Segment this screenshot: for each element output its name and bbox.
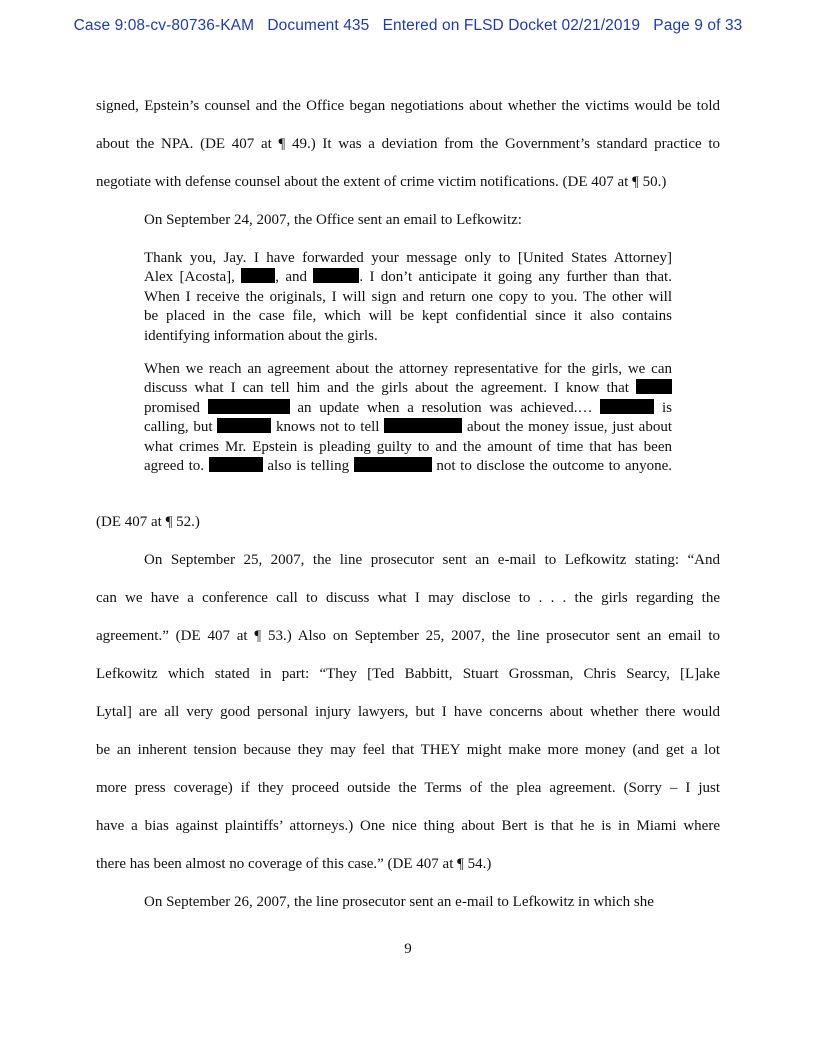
redaction-bar [217,418,271,433]
quote-text: about the money issue, just about [467,419,673,436]
quote-text: calling, but [144,419,213,436]
redaction-bar [209,457,263,472]
block-quote-1 [144,249,672,346]
redaction-bar [354,457,432,472]
quote-line: When I receive the originals, I will sign and return one copy to you. The other will [144,288,672,305]
body-line: more press coverage) if they proceed outside the Terms of the plea agreement. (Sorry – I just [96,780,720,796]
quote-line [144,418,672,437]
quote-text: . I don’t anticipate it going any further than that. [359,269,672,286]
redaction-bar [208,399,290,414]
quote-text: knows not to tell [276,419,380,436]
page-number: 9 [404,941,412,957]
body-line: On September 25, 2007, the line prosecutor sent an e-mail to Lefkowitz stating: “And [144,552,720,568]
body-line: agreement.” (DE 407 at ¶ 53.) Also on September 25, 2007, the line prosecutor sent an email to [96,628,720,644]
body-line: about the NPA. (DE 407 at ¶ 49.) It was a deviation from the Government’s standard practice to [96,136,720,152]
redaction-bar [600,399,654,414]
body-line: On September 26, 2007, the line prosecutor sent an e-mail to Lefkowitz in which she [144,894,654,910]
quote-text: an update when a resolution was achieved.… [297,399,593,416]
block-quote-2 [144,360,672,476]
quote-text: agreed to. [144,458,205,475]
quote-line: When we reach an agreement about the attorney representative for the girls, we can [144,361,672,377]
quote-line [144,457,672,476]
body-line: Lefkowitz which stated in part: “They [Ted Babbitt, Stuart Grossman, Chris Searcy, [L]ake [96,666,720,682]
quote-text: discuss what I can tell him and the girls about the agreement. I know that [144,380,629,397]
body-line: have a bias against plaintiffs’ attorneys.) One nice thing about Bert is that he is in Miami where [96,818,720,834]
body-line: On September 24, 2007, the Office sent an email to Lefkowitz: [144,212,522,228]
citation: (DE 407 at ¶ 52.) [96,514,200,530]
body-line: Lytal] are all very good personal injury lawyers, but I have concerns about whether there would [96,704,720,720]
body-line: negotiate with defense counsel about the extent of crime victim notifications. (DE 407 at ¶ 50.) [96,174,667,190]
quote-line [144,268,672,287]
quote-text: is [661,399,672,416]
quote-text: also is telling [267,458,350,475]
quote-line [144,379,672,398]
body-line: there has been almost no coverage of this case.” (DE 407 at ¶ 54.) [96,856,492,872]
redaction-bar [636,379,672,394]
quote-line: what crimes Mr. Epstein is pleading guilty to and the amount of time that has been [144,438,672,455]
redaction-bar [384,418,462,433]
quote-text: , and [275,269,314,286]
quote-line: be placed in the case file, which will be kept confidential since it also contains [144,308,672,325]
body-line: can we have a conference call to discuss what I may disclose to . . . the girls regarding the [96,590,720,606]
quote-text: not to disclose the outcome to anyone. [436,458,673,475]
quote-text: Alex [Acosta], [144,269,242,286]
quote-line: identifying information about the girls. [144,327,378,344]
body-line: signed, Epstein’s counsel and the Office began negotiations about whether the victims would be told [96,98,720,114]
quote-line [144,399,672,418]
docket-header: Case 9:08-cv-80736-KAM Document 435 Entered on FLSD Docket 02/21/2019 Page 9 of 33 [73,17,743,34]
quote-line: Thank you, Jay. I have forwarded your message only to [United States Attorney] [144,250,672,266]
redaction-bar [313,268,359,283]
body-line: be an inherent tension because they may feel that THEY might make more money (and get a lot [96,742,720,758]
redaction-bar [241,268,275,283]
quote-text: promised [144,399,200,416]
